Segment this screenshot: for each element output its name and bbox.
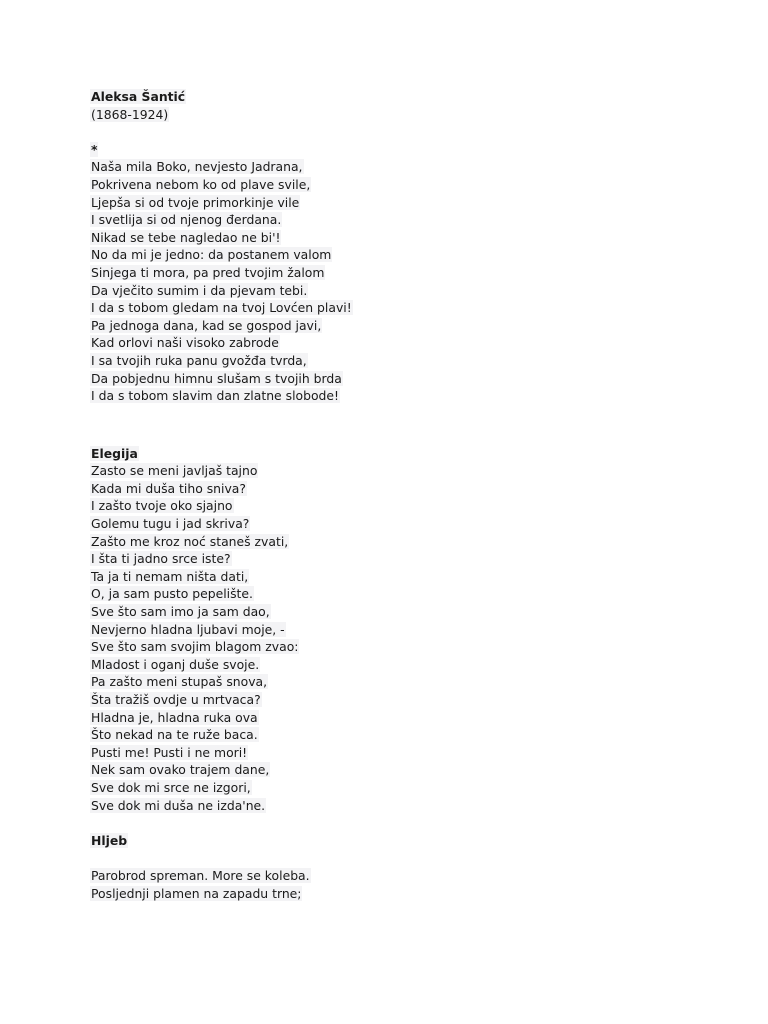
poem-line: Golemu tugu i jad skriva? [91, 516, 250, 532]
poem-line: Pokrivena nebom ko od plave svile, [91, 176, 311, 192]
poem-line: I zašto tvoje oko sjajno [91, 498, 233, 514]
poem2-body [90, 462, 730, 814]
poem-line: Sinjega ti mora, pa pred tvojim žalom [91, 264, 325, 280]
poem-line: Kada mi duša tiho sniva? [91, 480, 246, 496]
poem-line: Ta ja ti nemam ništa dati, [91, 568, 249, 584]
poem-line: Da vječito sumim i da pjevam tebi. [91, 282, 308, 298]
poem-line: Sve dok mi srce ne izgori, [91, 779, 251, 795]
author-name: Aleksa Šantić [91, 89, 186, 104]
poem-line: Posljednji plamen na zapadu trne; [91, 885, 302, 901]
author-years: (1868-1924) [91, 106, 169, 122]
poem-line: I da s tobom slavim dan zlatne slobode! [91, 388, 339, 404]
poem-line: Parobrod spreman. More se koleba. [91, 867, 310, 883]
poem-line: Pusti me! Pusti i ne mori! [91, 744, 248, 760]
poem-line: I svetlija si od njenog đerdana. [91, 212, 282, 228]
poem-line: Mladost i oganj duše svoje. [91, 656, 260, 672]
poem3-body [90, 867, 730, 902]
poem-line: Pa jednoga dana, kad se gospod javi, [91, 317, 322, 333]
poem-line: Nikad se tebe nagledao ne bi'! [91, 229, 281, 245]
poem3-title: Hljeb [91, 832, 128, 848]
poem-line: Zasto se meni javljaš tajno [91, 463, 258, 479]
poem-line: Naša mila Boko, nevjesto Jadrana, [91, 159, 303, 175]
poem1-marker: * [91, 141, 98, 157]
poem-line: Sve što sam svojim blagom zvao: [91, 639, 299, 655]
poem-line: Da pobjednu himnu slušam s tvojih brda [91, 370, 342, 386]
poem-line: Nek sam ovako trajem dane, [91, 762, 270, 778]
poem-line: I da s tobom gledam na tvoj Lovćen plavi! [91, 300, 352, 316]
poem1-body [90, 158, 730, 404]
poem-line: Ljepša si od tvoje primorkinje vile [91, 194, 300, 210]
poem-line: I šta ti jadno srce iste? [91, 551, 231, 567]
poem-line: Pa zašto meni stupaš snova, [91, 674, 268, 690]
poem-line: No da mi je jedno: da postanem valom [91, 247, 332, 263]
poem-line: Zašto me kroz noć staneš zvati, [91, 533, 289, 549]
document-page [90, 88, 730, 902]
poem-line: Sve dok mi duša ne izda'ne. [91, 797, 266, 813]
poem-line: Što nekad na te ruže baca. [91, 727, 258, 743]
poem-line: Sve što sam imo ja sam dao, [91, 604, 270, 620]
poem-line: Kad orlovi naši visoko zabrode [91, 335, 279, 351]
poem-line: I sa tvojih ruka panu gvožđa tvrda, [91, 352, 307, 368]
poem-line: Nevjerno hladna ljubavi moje, - [91, 621, 285, 637]
poem-line: Hladna je, hladna ruka ova [91, 709, 258, 725]
poem-line: O, ja sam pusto pepelište. [91, 586, 253, 602]
poem2-title: Elegija [91, 445, 138, 461]
poem-line: Šta tražiš ovdje u mrtvaca? [91, 692, 261, 707]
